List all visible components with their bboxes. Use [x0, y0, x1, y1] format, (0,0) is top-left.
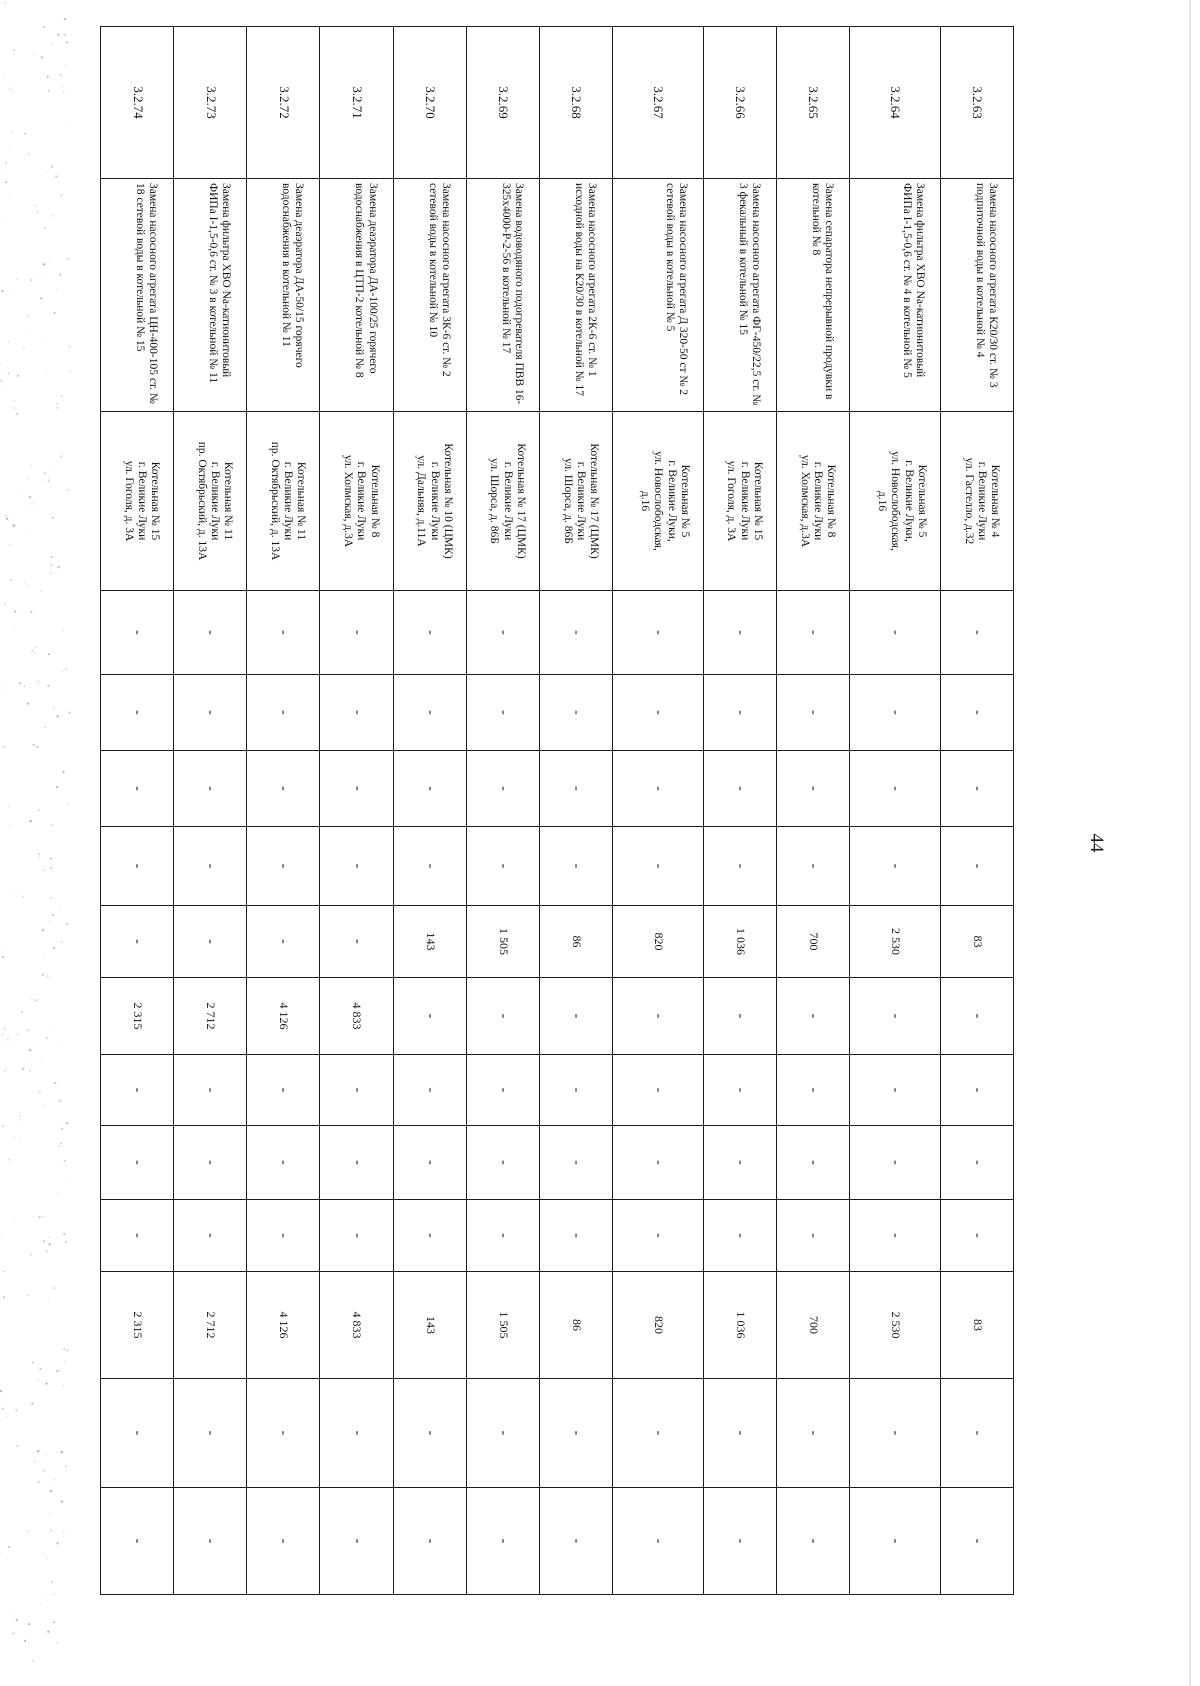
- empty-value-cell: -: [850, 1379, 941, 1488]
- empty-value-cell: -: [174, 1379, 247, 1488]
- item-number: 3.2.66: [703, 27, 776, 179]
- empty-value-cell: -: [539, 1126, 612, 1200]
- item-number: 3.2.68: [539, 27, 612, 179]
- location-line: Котельная № 5: [915, 464, 928, 538]
- item-description: Замена насосного агрегата ФГ-450/22,5 ст. № 3 фекальный в котельной № 15: [703, 179, 776, 412]
- empty-value-cell: -: [174, 675, 247, 751]
- item-location: [466, 412, 539, 591]
- location-line: Котельная № 8: [368, 464, 381, 538]
- location-line: ул. Новослободская,: [652, 451, 665, 551]
- location-line: г. Великие Луки: [282, 461, 295, 541]
- item-number: 3.2.63: [940, 27, 1013, 179]
- item-number: 3.2.74: [101, 27, 174, 179]
- item-location: [613, 412, 704, 591]
- empty-value-cell: -: [320, 906, 393, 978]
- empty-value-cell: -: [776, 591, 849, 675]
- location-line: г. Великие Луки: [975, 461, 988, 541]
- item-location: [776, 412, 849, 591]
- value-cell: 820: [613, 1272, 704, 1379]
- empty-value-cell: -: [613, 1379, 704, 1488]
- table-row: [247, 27, 320, 1595]
- empty-value-cell: -: [101, 827, 174, 906]
- value-cell: 83: [940, 906, 1013, 978]
- empty-value-cell: -: [247, 1200, 320, 1272]
- table-row: [940, 27, 1013, 1595]
- location-line: ул. Гастелло, д.32: [962, 457, 975, 545]
- item-number: 3.2.72: [247, 27, 320, 179]
- rotated-table-container: [100, 26, 1014, 1594]
- location-line: д.16: [639, 490, 652, 512]
- empty-value-cell: -: [320, 675, 393, 751]
- empty-value-cell: -: [101, 906, 174, 978]
- item-location: [703, 412, 776, 591]
- empty-value-cell: -: [466, 978, 539, 1055]
- empty-value-cell: -: [320, 1200, 393, 1272]
- location-line: Котельная № 10 (ЦМК): [441, 443, 454, 559]
- empty-value-cell: -: [393, 1200, 466, 1272]
- empty-value-cell: -: [247, 827, 320, 906]
- empty-value-cell: -: [393, 1126, 466, 1200]
- location-line: ул. Шорса, д. 86Б: [488, 458, 501, 544]
- location-line: д.16: [876, 490, 889, 512]
- empty-value-cell: -: [703, 1055, 776, 1126]
- location-line: г. Великие Луки: [811, 461, 824, 541]
- location-line: г. Великие Луки: [136, 461, 149, 541]
- empty-value-cell: -: [320, 1488, 393, 1595]
- item-number: 3.2.67: [613, 27, 704, 179]
- empty-value-cell: -: [613, 978, 704, 1055]
- empty-value-cell: -: [703, 978, 776, 1055]
- value-cell: 143: [393, 1272, 466, 1379]
- empty-value-cell: -: [613, 1055, 704, 1126]
- value-cell: 2 712: [174, 978, 247, 1055]
- item-number: 3.2.64: [850, 27, 941, 179]
- empty-value-cell: -: [247, 751, 320, 827]
- value-cell: 820: [613, 906, 704, 978]
- location-line: Котельная № 17 (ЦМК): [514, 443, 527, 559]
- table-row: [850, 27, 941, 1595]
- empty-value-cell: -: [613, 751, 704, 827]
- value-cell: 2 530: [850, 1272, 941, 1379]
- empty-value-cell: -: [776, 675, 849, 751]
- empty-value-cell: -: [613, 591, 704, 675]
- empty-value-cell: -: [539, 675, 612, 751]
- table-row: [776, 27, 849, 1595]
- item-description: Замена насосного агрегата ЦН-400-105 ст. № 18 сетевой воды в котельной № 15: [101, 179, 174, 412]
- empty-value-cell: -: [703, 1488, 776, 1595]
- location-line: г. Великие Луки,: [902, 460, 915, 542]
- location-line: г. Великие Луки,: [665, 460, 678, 542]
- empty-value-cell: -: [320, 751, 393, 827]
- empty-value-cell: -: [174, 906, 247, 978]
- table-body: [101, 27, 1014, 1595]
- item-description: Замена фильтра ХВО Na-катионитовый ФИПа I-1,5-0,6 ст. № 3 в котельной № 11: [174, 179, 247, 412]
- empty-value-cell: -: [393, 978, 466, 1055]
- empty-value-cell: -: [320, 1379, 393, 1488]
- empty-value-cell: -: [539, 751, 612, 827]
- empty-value-cell: -: [539, 978, 612, 1055]
- item-description: Замена насосного агрегата К20/30 ст. № 3 подпиточной воды в котельной № 4: [940, 179, 1013, 412]
- empty-value-cell: -: [466, 751, 539, 827]
- location-line: ул. Дальняя, д.11А: [415, 455, 428, 547]
- location-line: Котельная № 8: [825, 464, 838, 538]
- empty-value-cell: -: [174, 591, 247, 675]
- item-location: [393, 412, 466, 591]
- empty-value-cell: -: [850, 1488, 941, 1595]
- empty-value-cell: -: [101, 1379, 174, 1488]
- empty-value-cell: -: [613, 827, 704, 906]
- empty-value-cell: -: [101, 1200, 174, 1272]
- empty-value-cell: -: [776, 1488, 849, 1595]
- empty-value-cell: -: [466, 1055, 539, 1126]
- empty-value-cell: -: [703, 591, 776, 675]
- empty-value-cell: -: [101, 1126, 174, 1200]
- value-cell: 86: [539, 906, 612, 978]
- empty-value-cell: -: [850, 751, 941, 827]
- value-cell: 1 505: [466, 906, 539, 978]
- empty-value-cell: -: [247, 1488, 320, 1595]
- table-row: [320, 27, 393, 1595]
- location-line: Котельная № 4: [989, 464, 1001, 538]
- item-number: 3.2.71: [320, 27, 393, 179]
- location-line: ул. Гоголя, д. 3А: [725, 460, 738, 542]
- empty-value-cell: -: [101, 1488, 174, 1595]
- item-number: 3.2.65: [776, 27, 849, 179]
- empty-value-cell: -: [850, 1055, 941, 1126]
- location-line: пр. Октябрьский, д. 13А: [269, 441, 282, 561]
- location-line: г. Великие Луки: [738, 461, 751, 541]
- empty-value-cell: -: [539, 1200, 612, 1272]
- empty-value-cell: -: [393, 1488, 466, 1595]
- location-line: Котельная № 5: [678, 464, 691, 538]
- value-cell: 1 505: [466, 1272, 539, 1379]
- location-line: Котельная № 17 (ЦМК): [588, 443, 600, 559]
- item-description: Замена насосного агрегата 3К-6 ст. № 2 сетевой воды в котельной № 10: [393, 179, 466, 412]
- value-cell: 700: [776, 1272, 849, 1379]
- empty-value-cell: -: [776, 1200, 849, 1272]
- value-cell: 700: [776, 906, 849, 978]
- empty-value-cell: -: [101, 675, 174, 751]
- empty-value-cell: -: [247, 1379, 320, 1488]
- item-description: Замена насосного агрегата Д 320-50 ст № 2 сетевой воды в котельной № 5: [613, 179, 704, 412]
- empty-value-cell: -: [703, 1379, 776, 1488]
- empty-value-cell: -: [393, 827, 466, 906]
- empty-value-cell: -: [940, 1055, 1013, 1126]
- empty-value-cell: -: [940, 1379, 1013, 1488]
- empty-value-cell: -: [466, 827, 539, 906]
- empty-value-cell: -: [393, 591, 466, 675]
- empty-value-cell: -: [174, 751, 247, 827]
- empty-value-cell: -: [466, 675, 539, 751]
- value-cell: 83: [940, 1272, 1013, 1379]
- page-number: 44: [1086, 833, 1107, 853]
- value-cell: 1 036: [703, 1272, 776, 1379]
- empty-value-cell: -: [539, 1488, 612, 1595]
- location-line: г. Великие Луки: [428, 461, 441, 541]
- empty-value-cell: -: [940, 978, 1013, 1055]
- item-description: Замена водоводяного подогревателя ПВВ 16-325х4000-Р-2-56 в котельной № 17: [466, 179, 539, 412]
- item-description: Замена деаэратора ДА-50/15 горячего водоснабжения в котельной № 11: [247, 179, 320, 412]
- empty-value-cell: -: [613, 1200, 704, 1272]
- location-line: Котельная № 15: [751, 461, 764, 541]
- value-cell: 86: [539, 1272, 612, 1379]
- empty-value-cell: -: [174, 1200, 247, 1272]
- item-location: [940, 412, 1013, 591]
- empty-value-cell: -: [101, 591, 174, 675]
- empty-value-cell: -: [940, 591, 1013, 675]
- location-line: г. Великие Луки: [574, 461, 587, 541]
- empty-value-cell: -: [940, 1126, 1013, 1200]
- empty-value-cell: -: [247, 591, 320, 675]
- empty-value-cell: -: [393, 1055, 466, 1126]
- empty-value-cell: -: [940, 827, 1013, 906]
- empty-value-cell: -: [247, 675, 320, 751]
- location-line: Котельная № 15: [149, 461, 162, 541]
- empty-value-cell: -: [539, 1379, 612, 1488]
- empty-value-cell: -: [320, 1055, 393, 1126]
- table-row: [703, 27, 776, 1595]
- item-number: 3.2.70: [393, 27, 466, 179]
- empty-value-cell: -: [703, 675, 776, 751]
- empty-value-cell: -: [393, 675, 466, 751]
- empty-value-cell: -: [776, 1379, 849, 1488]
- location-line: ул. Холмская, д.3А: [342, 454, 355, 548]
- location-line: г. Великие Луки: [501, 461, 514, 541]
- location-line: Котельная № 11: [295, 461, 308, 541]
- value-cell: 4 833: [320, 978, 393, 1055]
- empty-value-cell: -: [539, 1055, 612, 1126]
- empty-value-cell: -: [703, 1200, 776, 1272]
- empty-value-cell: -: [466, 1200, 539, 1272]
- empty-value-cell: -: [466, 1379, 539, 1488]
- empty-value-cell: -: [320, 1126, 393, 1200]
- empty-value-cell: -: [776, 1126, 849, 1200]
- item-location: [101, 412, 174, 591]
- item-description: Замена фильтра ХВО Na-катионитовый ФИПа I-1,5-0,6 ст. № 4 в котельной № 5: [850, 179, 941, 412]
- item-location: [320, 412, 393, 591]
- empty-value-cell: -: [940, 751, 1013, 827]
- item-location: [850, 412, 941, 591]
- empty-value-cell: -: [850, 827, 941, 906]
- empty-value-cell: -: [101, 751, 174, 827]
- empty-value-cell: -: [101, 1055, 174, 1126]
- value-cell: 4 833: [320, 1272, 393, 1379]
- table-row: [466, 27, 539, 1595]
- empty-value-cell: -: [539, 591, 612, 675]
- value-cell: 4 126: [247, 1272, 320, 1379]
- item-location: [174, 412, 247, 591]
- empty-value-cell: -: [247, 906, 320, 978]
- location-line: ул. Новослободская,: [889, 451, 902, 551]
- item-description: Замена деаэратора ДА-100/25 горячего водоснабжения в ЦТП-2 котельной № 8: [320, 179, 393, 412]
- location-line: ул. Гоголя, д. 3А: [122, 460, 135, 542]
- empty-value-cell: -: [776, 827, 849, 906]
- empty-value-cell: -: [613, 1126, 704, 1200]
- empty-value-cell: -: [776, 751, 849, 827]
- table-row: [174, 27, 247, 1595]
- item-description: Замена сепаратора непрерывной продувки в котельной № 8: [776, 179, 849, 412]
- empty-value-cell: -: [776, 1055, 849, 1126]
- value-cell: 143: [393, 906, 466, 978]
- empty-value-cell: -: [850, 1126, 941, 1200]
- value-cell: 2 315: [101, 978, 174, 1055]
- location-line: г. Великие Луки: [209, 461, 222, 541]
- item-location: [539, 412, 612, 591]
- empty-value-cell: -: [247, 1055, 320, 1126]
- empty-value-cell: -: [393, 751, 466, 827]
- empty-value-cell: -: [613, 675, 704, 751]
- empty-value-cell: -: [940, 1200, 1013, 1272]
- empty-value-cell: -: [703, 827, 776, 906]
- empty-value-cell: -: [174, 1055, 247, 1126]
- empty-value-cell: -: [850, 978, 941, 1055]
- empty-value-cell: -: [703, 1126, 776, 1200]
- value-cell: 2 530: [850, 906, 941, 978]
- value-cell: 2 315: [101, 1272, 174, 1379]
- empty-value-cell: -: [940, 675, 1013, 751]
- value-cell: 1 036: [703, 906, 776, 978]
- value-cell: 4 126: [247, 978, 320, 1055]
- empty-value-cell: -: [703, 751, 776, 827]
- item-number: 3.2.73: [174, 27, 247, 179]
- investment-table: [100, 26, 1014, 1595]
- empty-value-cell: -: [466, 591, 539, 675]
- item-description: Замена насосного агрегата 2К-6 ст. № 1 исходной воды на К20/30 в котельной № 17: [539, 179, 612, 412]
- empty-value-cell: -: [940, 1488, 1013, 1595]
- empty-value-cell: -: [466, 1126, 539, 1200]
- item-location: [247, 412, 320, 591]
- empty-value-cell: -: [174, 1488, 247, 1595]
- empty-value-cell: -: [850, 675, 941, 751]
- location-line: ул. Холмская, д.3А: [798, 454, 811, 548]
- table-row: [393, 27, 466, 1595]
- location-line: Котельная № 11: [222, 461, 235, 541]
- empty-value-cell: -: [393, 1379, 466, 1488]
- table-row: [539, 27, 612, 1595]
- item-number: 3.2.69: [466, 27, 539, 179]
- location-line: пр. Октябрьский, д. 13А: [195, 441, 208, 561]
- location-line: ул. Шорса, д. 86Б: [561, 458, 574, 544]
- empty-value-cell: -: [466, 1488, 539, 1595]
- empty-value-cell: -: [539, 827, 612, 906]
- empty-value-cell: -: [247, 1126, 320, 1200]
- empty-value-cell: -: [850, 591, 941, 675]
- empty-value-cell: -: [776, 978, 849, 1055]
- empty-value-cell: -: [613, 1488, 704, 1595]
- table-row: [101, 27, 174, 1595]
- empty-value-cell: -: [850, 1200, 941, 1272]
- empty-value-cell: -: [320, 591, 393, 675]
- empty-value-cell: -: [320, 827, 393, 906]
- empty-value-cell: -: [174, 827, 247, 906]
- table-row: [613, 27, 704, 1595]
- value-cell: 2 712: [174, 1272, 247, 1379]
- empty-value-cell: -: [174, 1126, 247, 1200]
- location-line: г. Великие Луки: [355, 461, 368, 541]
